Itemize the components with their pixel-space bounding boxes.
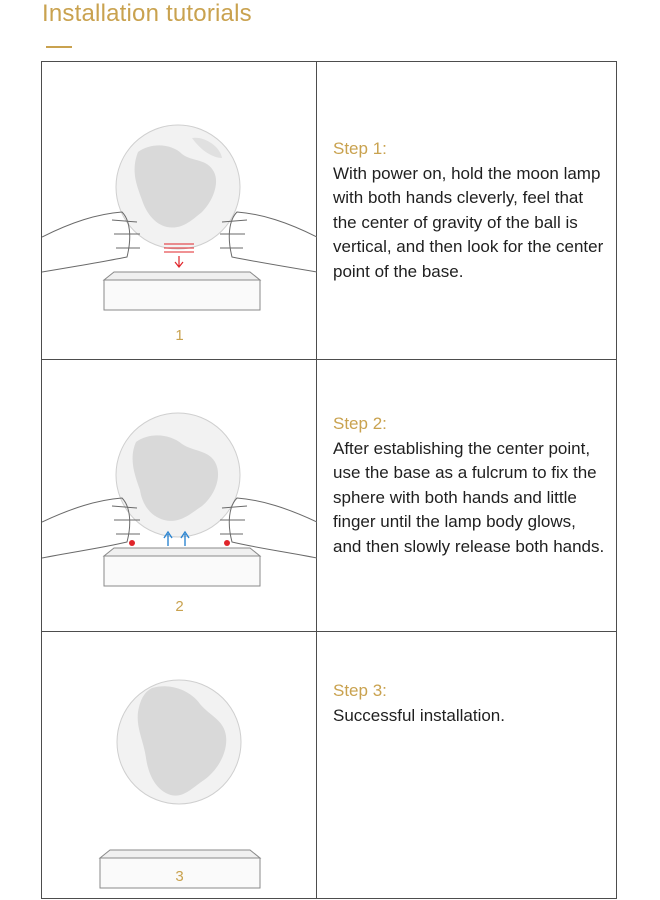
step-3-number: 3 (175, 868, 184, 885)
red-contact-point (224, 540, 230, 546)
step-row-2 (42, 360, 616, 632)
step-1-body: With power on, hold the moon lamp with both hands cleverly, feel that the center of gravity of the ball is vertical, and then look for the center point of the base. (333, 163, 604, 281)
step-2-image (42, 360, 317, 632)
red-contact-point (129, 540, 135, 546)
step-3-heading: Step 3: (333, 681, 387, 700)
step-2-illustration (42, 360, 317, 631)
step-1-text (333, 137, 618, 284)
step-1-heading: Step 1: (333, 139, 387, 158)
step-2-heading: Step 2: (333, 414, 387, 433)
lamp-base (104, 556, 260, 586)
step-3-body: Successful installation. (333, 705, 505, 725)
lamp-base (104, 280, 260, 310)
step-3-text (333, 679, 618, 728)
step-2-number: 2 (175, 598, 184, 615)
step-1-image (42, 62, 317, 360)
step-1-number: 1 (175, 327, 184, 344)
step-row-1 (42, 62, 616, 360)
right-hand (229, 212, 317, 272)
page-title: Installation tutorials (42, 0, 252, 27)
left-hand (42, 212, 130, 272)
step-2-body: After establishing the center point, use the base as a fulcrum to fix the sphere with both hands and little finger until the lamp body glows, and then slowly release both hands. (333, 438, 605, 556)
step-3-illustration (42, 632, 317, 898)
step-1-illustration (42, 62, 317, 359)
title-underline (46, 46, 72, 48)
tutorial-grid (41, 61, 617, 899)
step-3-image (42, 632, 317, 898)
step-2-text (333, 412, 618, 559)
step-row-3 (42, 632, 616, 898)
down-arrow-icon (175, 256, 183, 267)
